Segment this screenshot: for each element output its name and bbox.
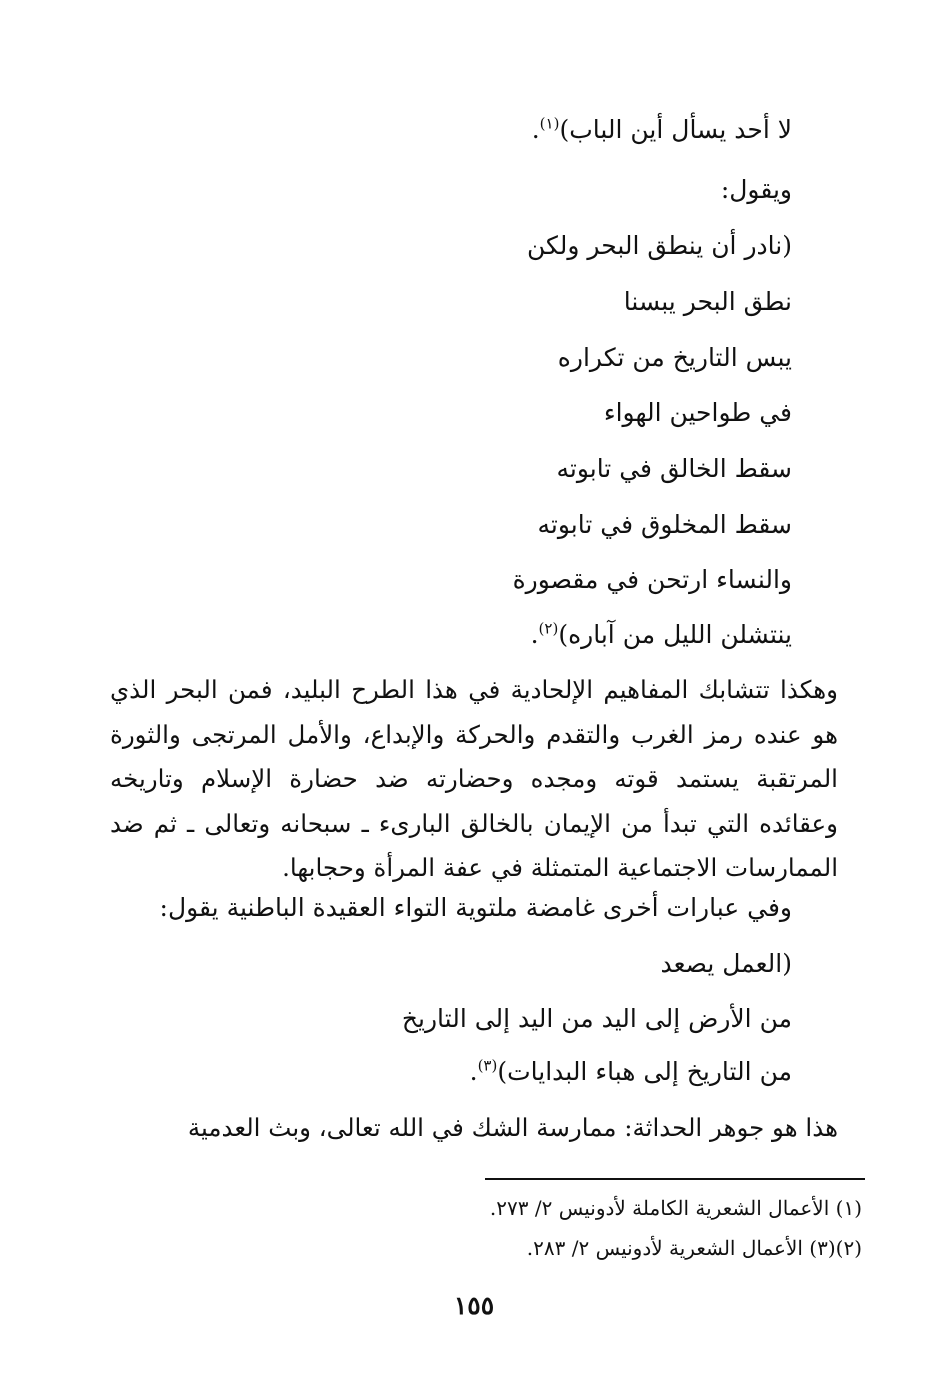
footnote-marker: (١) bbox=[539, 114, 560, 133]
poem-line: (نادر أن ينطق البحر ولكن bbox=[526, 231, 792, 260]
poem-line: سقط المخلوق في تابوته bbox=[537, 510, 792, 539]
poem-line: (العمل يصعد bbox=[660, 949, 792, 978]
page-number: ١٥٥ bbox=[453, 1291, 495, 1320]
poem-intro: وفي عبارات أخرى غامضة ملتوية التواء العقيدة الباطنية يقول: bbox=[159, 893, 792, 922]
poem-line: سقط الخالق في تابوته bbox=[556, 454, 792, 483]
footnote: (٢)(٣) الأعمال الشعرية لأدونيس ٢/ ٢٨٣. bbox=[526, 1236, 862, 1260]
poem-line: ينتشلن الليل من آباره)$^{(٢)}$. bbox=[530, 619, 792, 649]
poem-line: نطق البحر يبسنا bbox=[623, 287, 792, 316]
footnote-marker: (٣) bbox=[477, 1056, 498, 1075]
body-paragraph: هذا هو جوهر الحداثة: ممارسة الشك في الله تعالى، وبث العدمية bbox=[187, 1113, 838, 1142]
speech-intro: ويقول: bbox=[720, 175, 792, 204]
footnote-marker: (٢) bbox=[538, 619, 559, 638]
poem-line: يبس التاريخ من تكراره bbox=[557, 343, 792, 372]
poem-line: لا أحد يسأل أين الباب)$^{(١)}$. bbox=[531, 114, 792, 144]
body-paragraph: وهكذا تتشابك المفاهيم الإلحادية في هذا الطرح البليد، فمن البحر الذي هو عنده رمز الغرب والتقدم والحركة والإبداع، والأمل المرتجى والثورة المرتقبة يستمد قوته ومجده وحضارته ضد حضارة الإسلام وتاريخه وعقائده التي تبدأ من الإيمان بالخالق البارىء ـ سبحانه وتعالى ـ ثم ضد الممارسات الاجتماعية المتمثلة في عفة المرأة وحجابها. bbox=[110, 675, 838, 882]
poem-line: والنساء ارتحن في مقصورة bbox=[512, 565, 792, 594]
poem-line: من التاريخ إلى هباء البدايات)$^{(٣)}$. bbox=[469, 1056, 792, 1086]
footnote: (١) الأعمال الشعرية الكاملة لأدونيس ٢/ ٢٧٣. bbox=[489, 1196, 862, 1220]
poem-line: في طواحين الهواء bbox=[603, 398, 792, 427]
footnote-separator bbox=[485, 1178, 865, 1180]
poem-line: من الأرض إلى اليد من اليد إلى التاريخ bbox=[401, 1004, 792, 1033]
